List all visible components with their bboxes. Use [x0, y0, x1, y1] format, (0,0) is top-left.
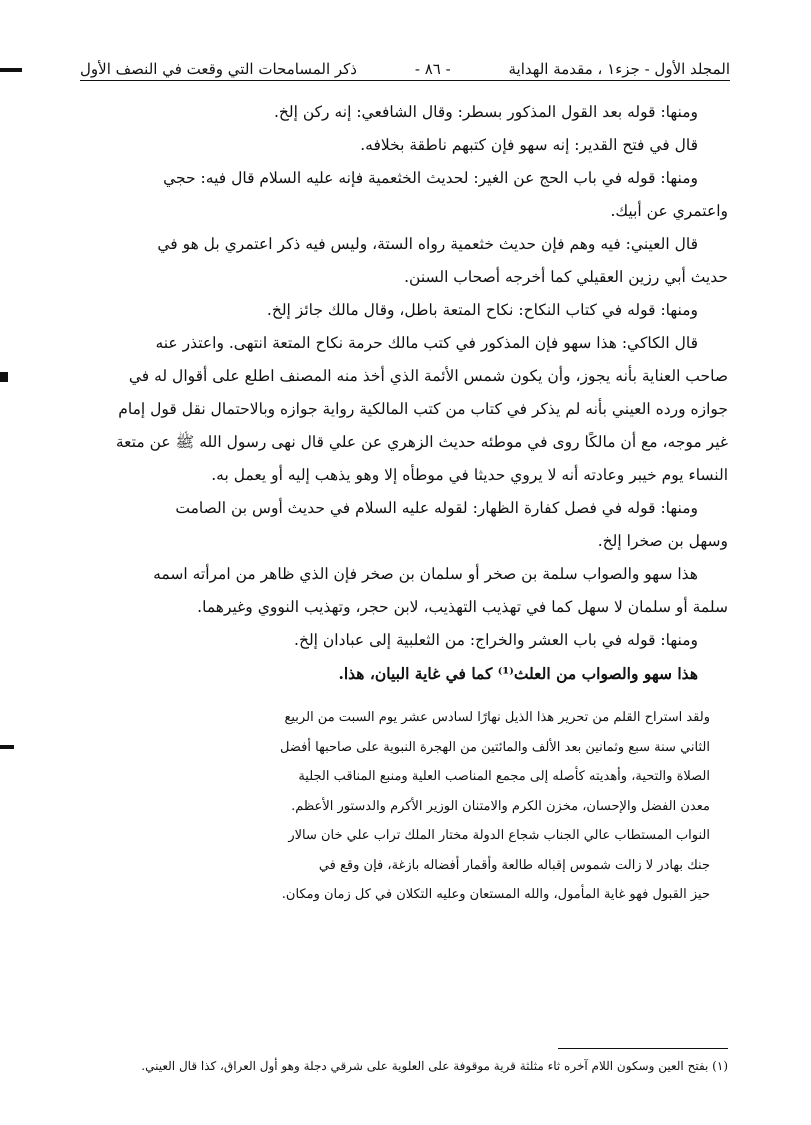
- header-chapter-title: ذكر المسامحات التي وقعت في النصف الأول: [80, 60, 357, 78]
- text-line: ومنها: قوله في باب العشر والخراج: من الثعلبية إلى عبادان إلخ.: [294, 631, 698, 649]
- text-line: قال الكاكي: هذا سهو فإن المذكور في كتب مالك حرمة نكاح المتعة انتهى. واعتذر عنه: [155, 334, 698, 352]
- text-line: هذا سهو والصواب سلمة بن صخر أو سلمان بن صخر فإن الذي ظاهر من امرأته اسمه: [153, 565, 698, 583]
- page-number: - ٨٦ -: [414, 60, 451, 78]
- header-rule: [80, 80, 730, 81]
- text-line: ومنها: قوله في باب الحج عن الغير: لحديث الخثعمية فإنه عليه السلام قال فيه: حجي: [163, 169, 698, 187]
- colophon: [150, 703, 710, 910]
- text-line: ومنها: قوله بعد القول المذكور بسطر: وقال الشافعي: إنه ركن إلخ.: [273, 103, 698, 121]
- footnote-rule: [558, 1048, 728, 1049]
- text-line: قال في فتح القدير: إنه سهو فإن كتبهم ناطقة بخلافه.: [360, 136, 698, 154]
- colophon-line: حيز القبول فهو غاية المأمول، والله المستعان وعليه التكلان في كل زمان ومكان.: [281, 887, 710, 902]
- text-line: قال العيني: فيه وهم فإن حديث خثعمية رواه الستة، وليس فيه ذكر اعتمري بل هو في: [157, 235, 698, 253]
- colophon-line: ولقد استراح القلم من تحرير هذا الذيل نهارًا لسادس عشر يوم السبت من الربيع: [284, 710, 710, 725]
- text-line: ومنها: قوله في فصل كفارة الظهار: لقوله عليه السلام في حديث أوس بن الصامت: [175, 499, 698, 517]
- text-line: واعتمري عن أبيك.: [610, 202, 728, 220]
- colophon-line: الثاني سنة سبع وثمانين بعد الألف والمائتين من الهجرة النبوية على صاحبها أفضل: [280, 739, 710, 755]
- text-line: جوازه ورده العيني بأنه لم يذكر في كتاب من كتب المالكية رواية جوازه وبالاحتمال نقل قول إمام: [118, 400, 728, 418]
- text-line: حديث أبي رزين العقيلي كما أخرجه أصحاب السنن.: [404, 268, 728, 286]
- colophon-line: جنك بهادر لا زالت شموس إقباله طالعة وأقمار أفضاله بازغة، فإن وقع في: [318, 857, 710, 873]
- text-line: ومنها: قوله في كتاب النكاح: نكاح المتعة باطل، وقال مالك جائز إلخ.: [266, 301, 698, 319]
- text-line: سلمة أو سلمان لا سهل كما في تهذيب التهذيب، لابن حجر، وتهذيب النووي وغيرهما.: [197, 598, 728, 616]
- text-line: غير موجه، مع أن مالكًا روى في موطئه حديث الزهري عن علي قال نهى رسول الله ﷺ عن متعة: [115, 433, 728, 451]
- header-volume-info: المجلد الأول - جزء١ ، مقدمة الهداية: [508, 60, 730, 78]
- main-text: [60, 96, 728, 690]
- scan-mark: [0, 68, 22, 72]
- colophon-line: معدن الفضل والإحسان، مخزن الكرم والامتنان الوزير الأكرم والدستور الأعظم.: [291, 798, 710, 814]
- colophon-line: الصلاة والتحية، وأهديته كأصله إلى مجمع المناصب العلية ومنبع المناقب الجلية: [298, 769, 710, 784]
- text-line: النساء يوم خيبر وعادته أنه لا يروي حديثا في موطأه إلا وهو يذهب إليه أو يعمل به.: [211, 466, 728, 484]
- scan-mark: [0, 745, 14, 749]
- footnote: (١) بفتح العين وسكون اللام آخره ثاء مثلثة قرية موقوفة على العلوية على شرقي دجلة وهو أول العراق، كذا قال العيني.: [141, 1059, 728, 1073]
- text-line: صاحب العناية بأنه يجوز، وأن يكون شمس الأئمة الذي أخذ منه المصنف اطلع على أقوال له في: [128, 367, 728, 385]
- text-line: هذا سهو والصواب من العلث⁽¹⁾ كما في غاية البيان، هذا.: [338, 664, 698, 683]
- scan-mark: [0, 372, 8, 382]
- text-line: وسهل بن صخرا إلخ.: [597, 532, 728, 550]
- page-header: [80, 48, 730, 78]
- colophon-line: النواب المستطاب عالي الجناب شجاع الدولة مختار الملك تراب علي خان سالار: [288, 828, 710, 843]
